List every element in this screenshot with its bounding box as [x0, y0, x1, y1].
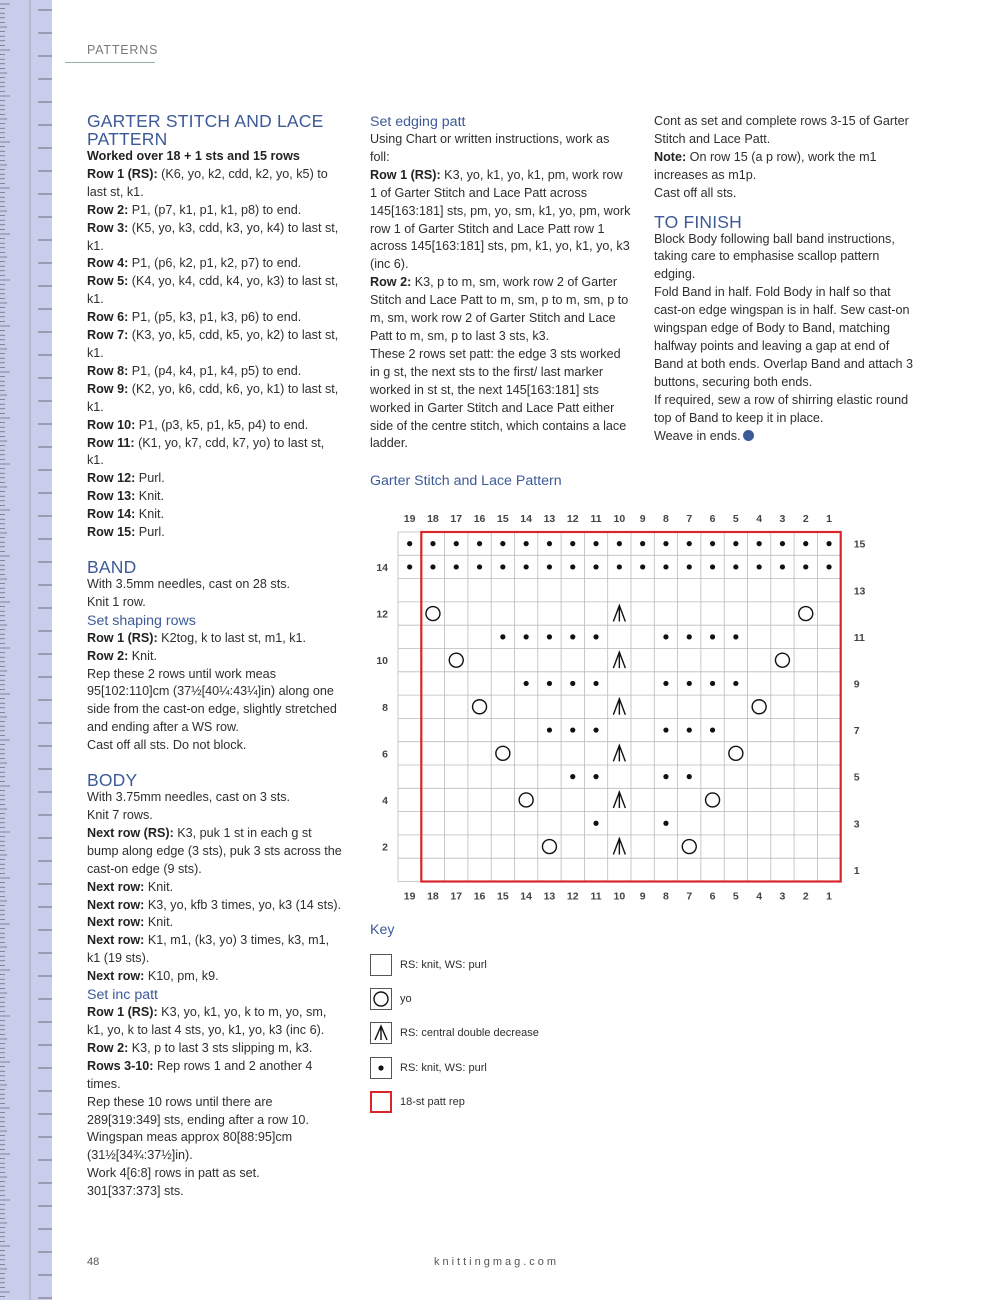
column-label-bottom: 7 — [686, 890, 693, 903]
lace-chart — [366, 505, 876, 905]
dot-icon — [733, 681, 738, 686]
central-double-decrease-icon — [613, 606, 625, 622]
column-label-bottom: 15 — [497, 890, 509, 903]
dot-icon — [663, 681, 668, 686]
key-title: Key — [370, 922, 395, 938]
ruler-ticks — [0, 0, 52, 1300]
yo-circle-icon — [775, 653, 789, 667]
column-label-bottom: 2 — [802, 890, 809, 903]
garter-row-7: Row 7: (K3, yo, k5, cdd, k5, yo, k2) to last st, k1. — [87, 328, 339, 360]
garter-rows — [87, 166, 342, 542]
column-label-bottom: 16 — [473, 890, 486, 903]
dot-icon — [593, 541, 598, 546]
dot-icon — [710, 681, 715, 686]
band-row-2: Row 2: Knit. — [87, 648, 157, 663]
band-subheading: Set shaping rows — [87, 612, 196, 629]
garter-row-11: Row 11: (K1, yo, k7, cdd, k7, yo) to last st, k1. — [87, 435, 325, 468]
col3-note: Note: On row 15 (a p row), work the m1 increases as m1p. — [654, 149, 877, 182]
dot-icon — [617, 564, 622, 569]
column-label-top: 10 — [613, 513, 626, 525]
row-label-left: 14 — [376, 561, 388, 574]
yo-circle-icon — [426, 607, 440, 621]
body-p5: Work 4[6:8] rows in patt as set. — [87, 1166, 260, 1181]
column-label-top: 15 — [497, 513, 509, 525]
row-label-left: 6 — [382, 748, 388, 761]
dot-icon — [547, 681, 552, 686]
body-rows-3-10: Rows 3-10: Rep rows 1 and 2 another 4 times. — [87, 1058, 313, 1091]
dot-icon — [570, 541, 575, 546]
dot-icon — [757, 564, 762, 569]
finish-p4: Weave in ends. — [654, 428, 916, 446]
dot-icon — [710, 634, 715, 639]
section-header: PATTERNS — [87, 43, 159, 57]
dot-icon — [710, 564, 715, 569]
dot-icon — [477, 564, 482, 569]
column-label-bottom: 18 — [427, 890, 439, 903]
yo-circle-icon — [752, 700, 766, 714]
dot-icon — [663, 774, 668, 779]
dot-icon — [454, 541, 459, 546]
finish-title: TO FINISH — [654, 211, 743, 232]
dot-icon — [570, 774, 575, 779]
column-label-top: 13 — [543, 513, 556, 525]
edging-subheading: Set edging patt — [370, 114, 466, 130]
central-double-decrease-icon — [613, 745, 625, 761]
body-row-2: Row 2: K3, p to last 3 sts slipping m, k3. — [87, 1040, 313, 1055]
central-double-decrease-icon — [613, 839, 625, 855]
row-label-right: 13 — [853, 585, 866, 598]
yarn-ball-icon — [743, 430, 754, 441]
row-label-right: 5 — [853, 771, 860, 784]
row-label-left: 4 — [382, 794, 388, 807]
garter-row-4: Row 4: P1, (p6, k2, p1, k2, p7) to end. — [87, 256, 302, 271]
yo-circle-icon — [496, 746, 510, 760]
dot-icon — [826, 541, 831, 546]
edging-row-2: Row 2: K3, p to m, sm, work row 2 of Garter Stitch and Lace Patt to m, sm, p to m, sm, p to m, sm, work row 2 of Garter Stitch and Lace Patt to m, sm, p to last 3 sts, k3. — [370, 275, 629, 343]
band-p3: Rep these 2 rows until work meas 95[102:110]cm (37½[40¼:43¼]in) along one side from the cast-on edge, slightly stretched and ending after a WS row. — [87, 666, 337, 735]
dot-icon — [687, 774, 692, 779]
column-label-bottom: 10 — [613, 890, 626, 903]
column-label-bottom: 5 — [732, 890, 739, 903]
column-2 — [370, 113, 632, 453]
dot-icon — [500, 541, 505, 546]
column-label-bottom: 9 — [639, 890, 646, 903]
dot-icon — [547, 727, 552, 732]
dot-icon — [547, 634, 552, 639]
dot-icon — [687, 727, 692, 732]
dot-icon — [524, 541, 529, 546]
page-number: 48 — [87, 1256, 100, 1268]
dot-icon — [780, 564, 785, 569]
garter-intro: Worked over 18 + 1 sts and 15 rows — [87, 149, 300, 163]
dot-icon — [733, 634, 738, 639]
row-label-right: 7 — [853, 725, 860, 738]
row-label-left: 8 — [382, 701, 388, 714]
yo-circle-icon — [729, 746, 743, 760]
dot-icon — [780, 541, 785, 546]
garter-row-10: Row 10: P1, (p3, k5, p1, k5, p4) to end. — [87, 417, 309, 432]
dot-icon — [593, 681, 598, 686]
site-url: knittingmag.com — [434, 1256, 560, 1268]
dot-icon — [687, 564, 692, 569]
row-label-right: 3 — [853, 818, 860, 831]
key-item-knit-purl: RS: knit, WS: purl — [370, 952, 487, 978]
col3-p1: Cont as set and complete rows 3-15 of Garter Stitch and Lace Patt. — [654, 114, 909, 146]
column-label-bottom: 19 — [403, 890, 416, 903]
band-row-1: Row 1 (RS): K2tog, k to last st, m1, k1. — [87, 630, 307, 645]
dot-icon — [733, 564, 738, 569]
garter-row-14: Row 14: Knit. — [87, 507, 164, 522]
column-label-bottom: 11 — [590, 890, 602, 903]
garter-title: GARTER STITCH AND LACE PATTERN — [87, 111, 324, 149]
row-label-right: 9 — [853, 678, 860, 691]
garter-row-13: Row 13: Knit. — [87, 489, 164, 504]
chart-title: Garter Stitch and Lace Pattern — [370, 473, 562, 489]
key-item-dot: RS: knit, WS: purl — [370, 1055, 487, 1081]
band-title: BAND — [87, 556, 137, 577]
column-label-bottom: 14 — [520, 890, 532, 903]
dot-icon — [570, 727, 575, 732]
body-next-4: Next row: Knit. — [87, 915, 174, 930]
dot-icon — [407, 564, 412, 569]
edging-row-1: Row 1 (RS): K3, yo, k1, yo, k1, pm, work row 1 of Garter Stitch and Lace Patt across 145[163:181] sts, pm, yo, sm, k1, yo, pm, work row 1 of Garter Stitch and Lace Patt row 1 across 145[163:181] sts, pm, k1, yo, k1, yo, k3 (inc 6). — [370, 167, 631, 272]
garter-row-15: Row 15: Purl. — [87, 525, 165, 540]
row-label-left: 2 — [382, 841, 388, 854]
finish-p1: Block Body following ball band instructions, taking care to emphasise scallop pattern edging. — [654, 231, 895, 282]
dot-icon — [663, 821, 668, 826]
column-label-top: 9 — [639, 513, 646, 525]
dot-icon — [570, 681, 575, 686]
body-subheading: Set inc patt — [87, 987, 158, 1004]
dot-icon — [617, 541, 622, 546]
column-label-top: 5 — [732, 513, 739, 525]
garter-row-6: Row 6: P1, (p5, k3, p1, k3, p6) to end. — [87, 310, 302, 325]
column-label-bottom: 6 — [709, 890, 716, 903]
dot-icon — [370, 1057, 392, 1079]
body-next-1: Next row (RS): K3, puk 1 st in each g st bump along edge (3 sts), puk 3 sts across the cast-on edge (9 sts). — [87, 825, 342, 876]
column-1 — [87, 112, 342, 1201]
dot-icon — [687, 634, 692, 639]
dot-icon — [687, 681, 692, 686]
yo-circle-icon — [542, 840, 556, 854]
band-p2: Knit 1 row. — [87, 594, 146, 609]
column-label-bottom: 3 — [779, 890, 786, 903]
row-label-left: 10 — [376, 655, 388, 668]
key-item-yo: yo — [370, 986, 412, 1012]
column-label-top: 6 — [709, 513, 716, 525]
column-label-bottom: 12 — [566, 890, 579, 903]
body-next-3: Next row: K3, yo, kfb 3 times, yo, k3 (14 sts). — [87, 897, 342, 912]
garter-row-3: Row 3: (K5, yo, k3, cdd, k3, yo, k4) to last st, k1. — [87, 220, 339, 253]
dot-icon — [757, 541, 762, 546]
column-label-bottom: 1 — [826, 890, 832, 903]
column-label-top: 8 — [663, 513, 669, 525]
dot-icon — [710, 727, 715, 732]
col3-p2: Cast off all sts. — [654, 185, 737, 200]
row-label-right: 11 — [853, 631, 865, 644]
red-square-icon — [370, 1091, 392, 1113]
column-label-top: 3 — [779, 513, 786, 525]
column-label-top: 4 — [756, 513, 763, 525]
dot-icon — [687, 541, 692, 546]
dot-icon — [570, 564, 575, 569]
garter-row-12: Row 12: Purl. — [87, 471, 165, 486]
body-p3: Rep these 10 rows until there are 289[319:349] sts, ending after a row 10. — [87, 1094, 309, 1127]
band-p4: Cast off all sts. Do not block. — [87, 738, 247, 753]
body-next-6: Next row: K10, pm, k9. — [87, 969, 219, 984]
dot-icon — [500, 634, 505, 639]
dot-icon — [593, 564, 598, 569]
central-double-decrease-icon — [613, 652, 625, 668]
column-label-bottom: 4 — [756, 890, 763, 903]
dot-icon — [710, 541, 715, 546]
edging-p2: These 2 rows set patt: the edge 3 sts worked in g st, the next sts to the first/ last marker worked in st st, the next 145[163:181] sts worked in Garter Stitch and Lace Patt either side of the centre stitch, which contains a lace ladder. — [370, 346, 627, 451]
dot-icon — [663, 564, 668, 569]
dot-icon — [803, 541, 808, 546]
dot-icon — [454, 564, 459, 569]
dot-icon — [430, 564, 435, 569]
garter-row-9: Row 9: (K2, yo, k6, cdd, k6, yo, k1) to last st, k1. — [87, 381, 339, 414]
column-label-top: 1 — [826, 513, 832, 525]
dot-icon — [640, 541, 645, 546]
column-3 — [654, 113, 916, 445]
column-label-top: 7 — [686, 513, 693, 525]
garter-row-8: Row 8: P1, (p4, k4, p1, k4, p5) to end. — [87, 363, 302, 378]
row-label-right: 1 — [853, 864, 860, 877]
dot-icon — [640, 564, 645, 569]
dot-icon — [547, 564, 552, 569]
dot-icon — [593, 821, 598, 826]
body-p4: Wingspan meas approx 80[88:95]cm (31½[34¾:37½]in). — [87, 1130, 293, 1163]
central-double-decrease-icon — [613, 699, 625, 715]
dot-icon — [663, 634, 668, 639]
dot-icon — [663, 727, 668, 732]
dot-icon — [547, 541, 552, 546]
body-p1: With 3.75mm needles, cast on 3 sts. — [87, 790, 290, 805]
dot-icon — [570, 634, 575, 639]
garter-row-1: Row 1 (RS): (K6, yo, k2, cdd, k2, yo, k5) to last st, k1. — [87, 166, 328, 199]
empty-square-icon — [370, 954, 392, 976]
dot-icon — [663, 541, 668, 546]
dot-icon — [477, 541, 482, 546]
central-double-decrease-icon — [370, 1022, 392, 1044]
column-label-top: 2 — [802, 513, 809, 525]
dot-icon — [524, 634, 529, 639]
body-p6: 301[337:373] sts. — [87, 1184, 184, 1199]
garter-row-5: Row 5: (K4, yo, k4, cdd, k4, yo, k3) to last st, k1. — [87, 274, 339, 307]
central-double-decrease-icon — [613, 792, 625, 808]
column-label-top: 11 — [590, 513, 602, 525]
side-ruler — [0, 0, 52, 1300]
column-label-top: 17 — [450, 513, 463, 525]
body-title: BODY — [87, 770, 138, 791]
dot-icon — [733, 541, 738, 546]
finish-p2: Fold Band in half. Fold Body in half so that cast-on edge wingspan is in half. Sew cast-on wingspan edge of Body to Band, matching halfway points and leaving a gap at end of Band at both ends. Overlap Band and attach 3 buttons, securing both ends. — [654, 285, 914, 389]
yo-circle-icon — [449, 653, 463, 667]
row-label-right: 15 — [853, 538, 866, 551]
column-label-bottom: 8 — [663, 890, 669, 903]
finish-p3: If required, sew a row of shirring elastic round top of Band to keep it in place. — [654, 392, 909, 425]
dot-icon — [500, 564, 505, 569]
yo-circle-icon — [473, 700, 487, 714]
dot-icon — [524, 564, 529, 569]
column-label-top: 16 — [473, 513, 486, 525]
body-row-1: Row 1 (RS): K3, yo, k1, yo, k to m, yo, sm, k1, yo, k to last 4 sts, yo, k1, yo, k3 (inc 6). — [87, 1005, 327, 1037]
column-label-top: 12 — [566, 513, 579, 525]
key-item-cdd: RS: central double decrease — [370, 1020, 539, 1046]
body-next-2: Next row: Knit. — [87, 879, 174, 894]
row-label-left: 12 — [376, 608, 388, 621]
column-label-top: 14 — [520, 513, 532, 525]
dot-icon — [524, 681, 529, 686]
yo-circle-icon — [370, 988, 392, 1010]
dot-icon — [593, 634, 598, 639]
dot-icon — [593, 774, 598, 779]
dot-icon — [826, 564, 831, 569]
key-item-repeat: 18-st patt rep — [370, 1089, 465, 1115]
column-label-top: 19 — [403, 513, 416, 525]
body-next-5: Next row: K1, m1, (k3, yo) 3 times, k3, m1, k1 (19 sts). — [87, 933, 330, 966]
dot-icon — [430, 541, 435, 546]
band-p1: With 3.5mm needles, cast on 28 sts. — [87, 576, 290, 591]
column-label-bottom: 13 — [543, 890, 556, 903]
dot-icon — [593, 727, 598, 732]
dot-icon — [803, 564, 808, 569]
column-label-top: 18 — [427, 513, 439, 525]
yo-circle-icon — [799, 607, 813, 621]
body-p2: Knit 7 rows. — [87, 808, 153, 822]
garter-row-2: Row 2: P1, (p7, k1, p1, k1, p8) to end. — [87, 202, 302, 217]
header-divider — [65, 62, 155, 63]
yo-circle-icon — [519, 793, 533, 807]
edging-p1: Using Chart or written instructions, work as foll: — [370, 132, 610, 164]
dot-icon — [407, 541, 412, 546]
yo-circle-icon — [706, 793, 720, 807]
yo-circle-icon — [682, 840, 696, 854]
column-label-bottom: 17 — [450, 890, 463, 903]
